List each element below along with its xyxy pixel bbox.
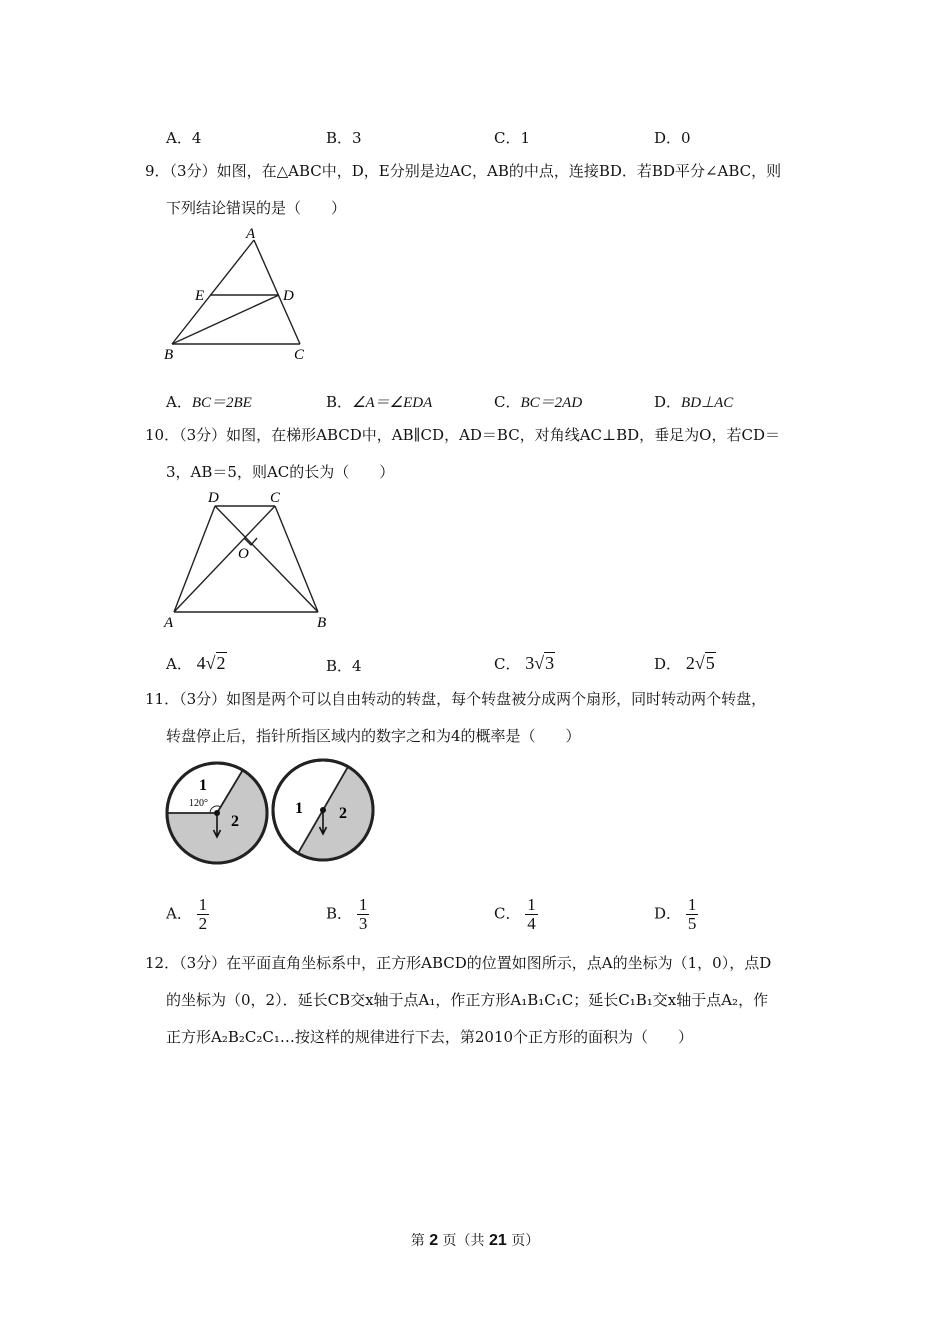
q9-line-2: 下列结论错误的是（ ）	[166, 199, 347, 217]
q10-line-1: 10．（3分）如图，在梯形ABCD中，AB∥CD，AD＝BC，对角线AC⊥BD，垂足为O，若CD＝	[145, 426, 780, 444]
q11-number: 11．	[145, 690, 180, 708]
q10-option-d-radical: 2√5	[685, 653, 715, 673]
q11-spinner-figure	[162, 758, 382, 868]
q9-label-a: A	[246, 226, 256, 242]
q10-number: 10．	[145, 426, 180, 444]
q9-option-c: C．BC＝2AD	[494, 393, 583, 411]
q12-line-2: 的坐标为（0，2）．延长CB交x轴于点A₁，作正方形A₁B₁C₁C；延长C₁B₁交x轴于点A₂，作	[166, 991, 769, 1009]
q11-option-a-fraction: $\frac{1}{2}$	[198, 895, 208, 933]
q8-option-c: C．1	[494, 129, 531, 147]
wheel-2-region-1: 1	[295, 800, 303, 817]
wheel-1-angle: 120°	[189, 798, 208, 809]
q9-label-b: B	[164, 347, 174, 363]
q8-option-a: A．4	[166, 129, 202, 147]
q9-option-d: D．BD⊥AC	[654, 393, 734, 411]
q10-option-c: C． 3√3	[494, 653, 555, 673]
q9-option-b: B．∠A＝∠EDA	[326, 393, 433, 411]
q9-triangle-figure	[160, 226, 320, 364]
q11-line-2: 转盘停止后，指针所指区域内的数字之和为4的概率是（ ）	[166, 727, 581, 745]
q9-label-e: E	[195, 288, 205, 304]
q11-option-b: B． $\frac{1}{3}$	[326, 895, 368, 933]
q8-option-d: D．0	[654, 129, 691, 147]
q9-option-a: A．BC＝2BE	[166, 393, 252, 411]
wheel-1-region-2: 2	[231, 813, 239, 830]
q11-option-c-fraction: $\frac{1}{4}$	[527, 895, 536, 933]
q9-number: 9．	[145, 162, 170, 180]
q10-option-a-radical: 4√2	[196, 653, 226, 673]
q10-option-b: B．4	[326, 657, 362, 675]
q11-option-c: C． $\frac{1}{4}$	[494, 895, 536, 933]
q8-option-b: B．3	[326, 129, 362, 147]
spinner-wheel-2	[273, 760, 373, 860]
q11-option-d-fraction: $\frac{1}{5}$	[687, 895, 697, 933]
current-page-number: 2	[429, 1232, 439, 1249]
wheel-2-region-2: 2	[339, 805, 347, 822]
q11-option-a: A． $\frac{1}{2}$	[166, 895, 208, 933]
page-footer: 第 2 页（共 21 页）	[410, 1232, 540, 1249]
q9-label-d: D	[283, 288, 294, 304]
total-page-count: 21	[489, 1232, 507, 1249]
q9-label-c: C	[294, 347, 305, 363]
wheel-1-region-1: 1	[199, 777, 207, 794]
q10-line-2: 3，AB＝5，则AC的长为（ ）	[166, 463, 395, 481]
q10-label-b: B	[317, 615, 327, 631]
q10-option-c-radical: 3√3	[525, 653, 555, 673]
q12-number: 12．	[145, 954, 180, 972]
q12-line-1: 12．（3分）在平面直角坐标系中，正方形ABCD的位置如图所示，点A的坐标为（1，0），点D	[145, 954, 772, 972]
q10-label-a: A	[164, 615, 174, 631]
q12-line-3: 正方形A₂B₂C₂C₁…按这样的规律进行下去，第2010个正方形的面积为（ ）	[166, 1028, 694, 1046]
q10-label-o: O	[238, 546, 249, 562]
q11-option-b-fraction: $\frac{1}{3}$	[358, 895, 368, 933]
q10-trapezoid-figure	[160, 488, 340, 633]
q9-line-1: 9．（3分）如图，在△ABC中，D，E分别是边AC，AB的中点，连接BD．若BD平分∠ABC，则	[145, 162, 782, 180]
q11-line-1: 11．（3分）如图是两个可以自由转动的转盘，每个转盘被分成两个扇形，同时转动两个转盘，	[145, 690, 767, 708]
q10-label-c: C	[270, 490, 281, 506]
q11-option-d: D． $\frac{1}{5}$	[654, 895, 697, 933]
q10-option-d: D． 2√5	[654, 653, 715, 673]
q10-option-a: A． 4√2	[166, 653, 226, 673]
q10-label-d: D	[208, 490, 219, 506]
spinner-wheel-1	[167, 763, 267, 863]
